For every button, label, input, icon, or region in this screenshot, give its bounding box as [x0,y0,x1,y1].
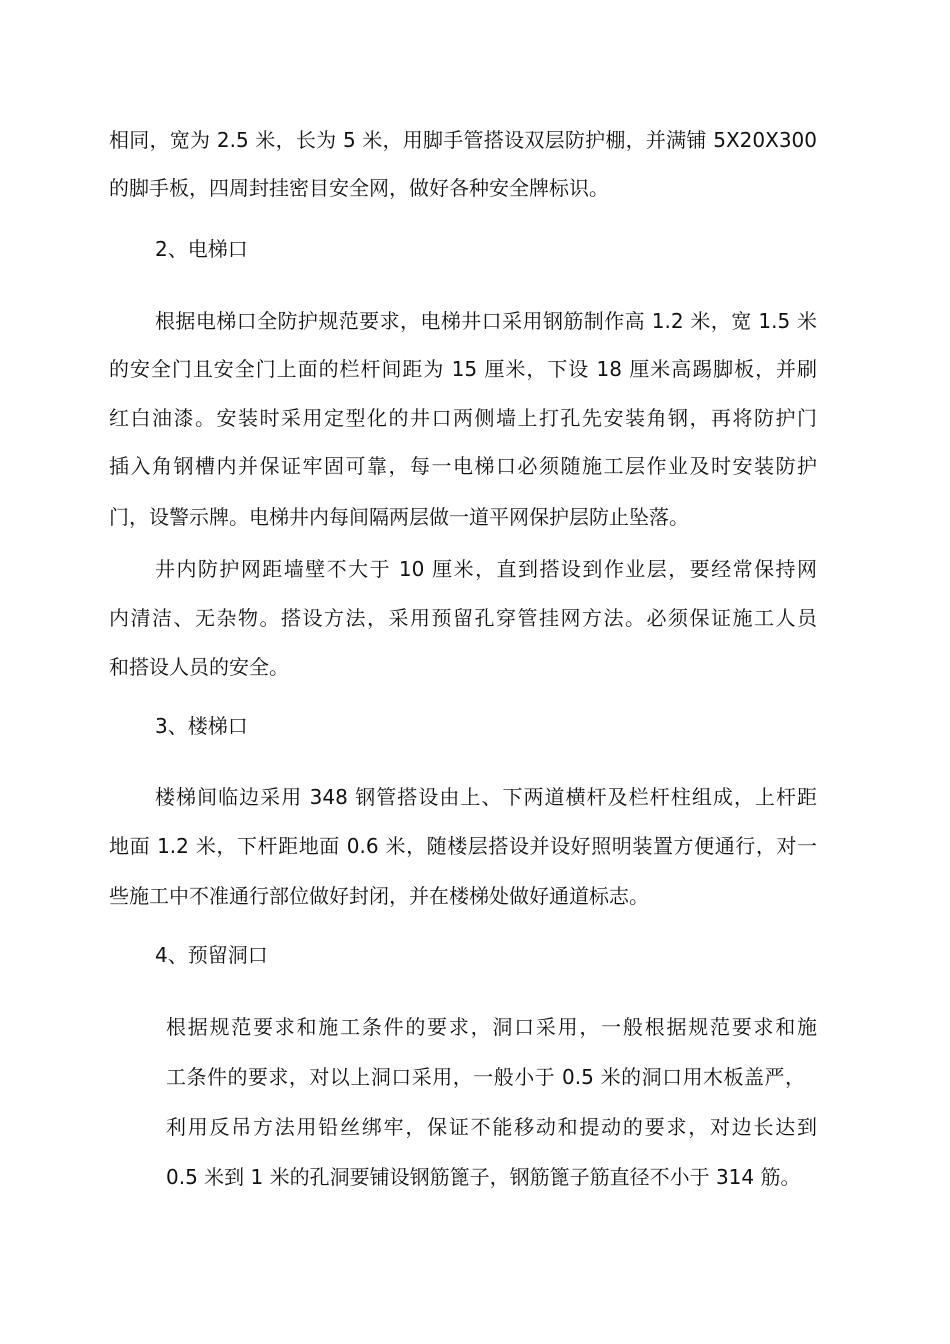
section-heading-reserved-opening: 4、预留洞口 [155,943,268,967]
paragraph-3-line-1: 井内防护网距墙壁不大于 10 厘米，直到搭设到作业层，要经常保持网 [155,557,817,581]
paragraph-1-line-1: 相同，宽为 2.5 米，长为 5 米，用脚手管搭设双层防护棚，并满铺 5X20X300 [109,128,817,152]
paragraph-2-line-4: 插入角钢槽内并保证牢固可靠，每一电梯口必须随施工层作业及时安装防护 [109,454,817,478]
paragraph-2-line-5: 门，设警示牌。电梯井内每间隔两层做一道平网保护层防止坠落。 [109,505,689,529]
paragraph-5-line-2: 工条件的要求，对以上洞口采用，一般小于 0.5 米的洞口用木板盖严， [166,1065,805,1089]
paragraph-3-line-2: 内清洁、无杂物。搭设方法，采用预留孔穿管挂网方法。必须保证施工人员 [109,606,817,630]
section-heading-elevator-opening: 2、电梯口 [155,237,248,261]
paragraph-4-line-1: 楼梯间临边采用 348 钢管搭设由上、下两道横杆及栏杆柱组成，上杆距 [155,785,817,809]
paragraph-2-line-2: 的安全门且安全门上面的栏杆间距为 15 厘米，下设 18 厘米高踢脚板，并刷 [109,357,817,381]
paragraph-5-line-3: 利用反吊方法用铅丝绑牢，保证不能移动和提动的要求，对边长达到 [166,1115,817,1139]
paragraph-4-line-2: 地面 1.2 米，下杆距地面 0.6 米，随楼层搭设并设好照明装置方便通行，对一 [109,834,817,858]
paragraph-4-line-3: 些施工中不准通行部位做好封闭，并在楼梯处做好通道标志。 [109,884,649,908]
paragraph-2-line-1: 根据电梯口全防护规范要求，电梯井口采用钢筋制作高 1.2 米，宽 1.5 米 [155,309,817,333]
paragraph-2-line-3: 红白油漆。安装时采用定型化的井口两侧墙上打孔先安装角钢，再将防护门 [109,406,817,430]
section-heading-stair-opening: 3、楼梯口 [155,714,248,738]
paragraph-3-line-3: 和搭设人员的安全。 [109,655,289,679]
paragraph-1-line-2: 的脚手板，四周封挂密目安全网，做好各种安全牌标识。 [109,176,609,200]
paragraph-5-line-4: 0.5 米到 1 米的孔洞要铺设钢筋篦子，钢筋篦子筋直径不小于 314 筋。 [166,1165,801,1189]
paragraph-5-line-1: 根据规范要求和施工条件的要求，洞口采用，一般根据规范要求和施 [166,1015,817,1039]
